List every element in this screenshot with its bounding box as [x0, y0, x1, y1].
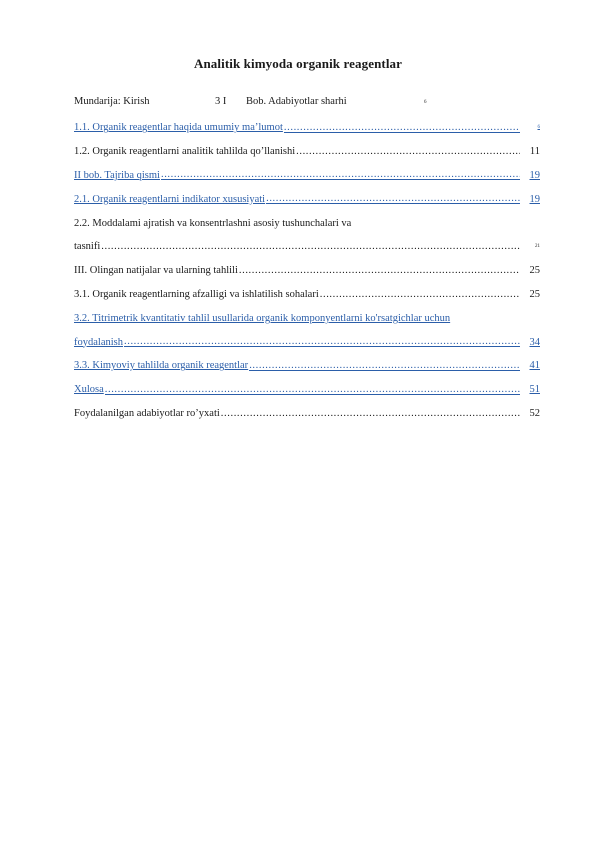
toc-entry-title: tasnifi — [74, 241, 101, 253]
toc-entry[interactable] — [74, 354, 540, 378]
toc-entry[interactable] — [74, 164, 540, 188]
toc-entry-page[interactable]: 19 — [529, 193, 540, 205]
intro-line — [74, 96, 544, 110]
toc-leader-dots — [101, 241, 520, 252]
document-title: Analitik kimyoda organik reagentlar — [193, 56, 403, 71]
toc-entry-page[interactable]: 34 — [529, 336, 540, 348]
toc-entry-page[interactable]: 51 — [529, 384, 540, 396]
toc-entry-page: 25 — [529, 265, 540, 277]
toc-entry-title[interactable]: II bob. Tajriba qismi — [74, 169, 160, 181]
table-of-contents — [74, 116, 540, 425]
toc-entry[interactable] — [74, 306, 540, 330]
toc-leader-dots — [239, 265, 520, 276]
toc-entry[interactable] — [74, 187, 540, 211]
toc-entry-page: 21 — [535, 244, 540, 250]
toc-entry-title: 3.1. Organik reagentlarning afzalligi va ishlatilish sohalari — [74, 288, 319, 300]
toc-entry[interactable] — [74, 330, 540, 354]
toc-entry — [74, 402, 540, 426]
toc-entry-title: 2.2. Moddalami ajratish va konsentrlashni asosiy tushunchalari va — [74, 217, 352, 229]
toc-leader-dots — [320, 289, 520, 300]
toc-entry-title[interactable]: foydalanish — [74, 336, 123, 348]
intro-number: 3 I — [215, 96, 227, 107]
toc-entry — [74, 211, 540, 235]
toc-entry[interactable] — [74, 378, 540, 402]
toc-entry-title[interactable]: 3.3. Kimyoviy tahlilda organik reagentlar — [74, 360, 249, 372]
toc-entry-title[interactable]: 1.1. Organik reagentlar haqida umumiy ma’lumot — [74, 122, 283, 134]
toc-entry[interactable] — [74, 116, 540, 140]
toc-leader-dots — [105, 385, 520, 395]
toc-entry-page: 25 — [529, 288, 540, 300]
toc-leader-dots — [249, 361, 520, 371]
toc-entry — [74, 140, 540, 164]
toc-entry — [74, 283, 540, 307]
toc-entry-title[interactable]: 3.2. Titrimetrik kvantitativ tahlil usullarida organik komponyentlarni ko'rsatgichlar uchun — [74, 312, 451, 324]
toc-entry-title: Foydalanilgan adabiyotlar ro’yxati — [74, 407, 220, 419]
intro-mundarija: Mundarija: Kirish — [74, 96, 150, 107]
toc-entry-page[interactable]: 41 — [529, 360, 540, 372]
toc-leader-dots — [161, 170, 520, 180]
toc-leader-dots — [266, 194, 520, 204]
toc-entry — [74, 235, 540, 259]
toc-leader-dots — [284, 123, 520, 133]
toc-entry — [74, 259, 540, 283]
toc-leader-dots — [221, 408, 520, 419]
toc-entry-page: 11 — [529, 146, 540, 158]
toc-entry-page: 52 — [529, 407, 540, 419]
intro-bob: Bob. Adabiyotlar sharhi — [246, 96, 347, 107]
toc-entry-title: 1.2. Organik reagentlarni analitik tahlilda qo’llanishi — [74, 146, 296, 158]
toc-entry-title[interactable]: Xulosa — [74, 384, 104, 396]
toc-leader-dots — [296, 146, 520, 157]
toc-entry-title: III. Olingan natijalar va ularning tahlili — [74, 265, 238, 277]
toc-entry-title[interactable]: 2.1. Organik reagentlarni indikator xususiyati — [74, 193, 266, 205]
toc-entry-page[interactable]: 19 — [529, 169, 540, 181]
toc-entry-page[interactable]: 6 — [537, 125, 540, 131]
toc-leader-dots — [124, 337, 520, 347]
intro-page: 6 — [424, 100, 427, 105]
